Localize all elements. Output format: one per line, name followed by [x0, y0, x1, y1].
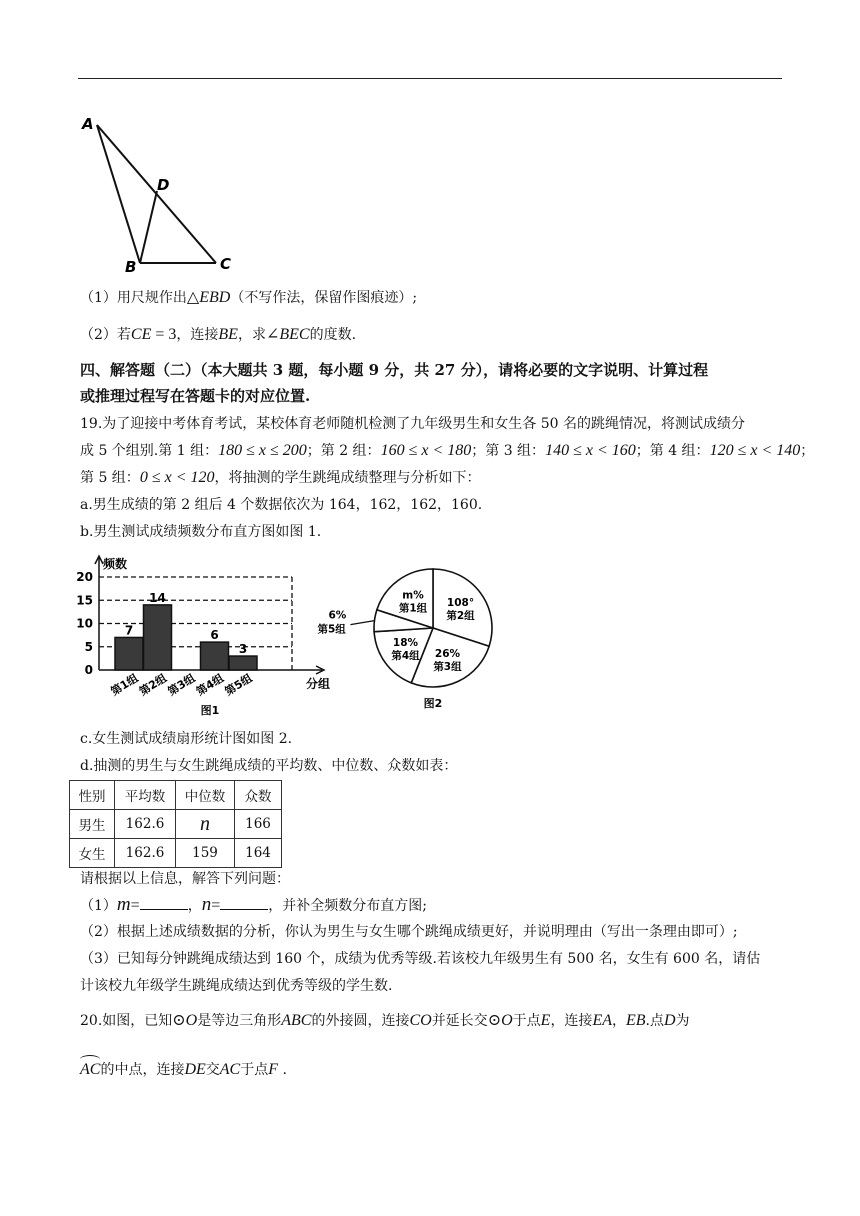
- table-cell: 166: [235, 810, 282, 839]
- bar-value-label: 7: [124, 623, 134, 638]
- histogram-bar: [201, 642, 229, 670]
- q19-line3: 第 5 组：0 ≤ x < 120，将抽测的学生跳绳成绩整理与分析如下：: [80, 469, 481, 486]
- bar-value-label: 3: [238, 642, 248, 657]
- x-category-label: 第3组: [165, 671, 198, 699]
- x-category-label: 第4组: [194, 671, 227, 699]
- table-header-cell: 平均数: [115, 781, 176, 810]
- figure-caption: 图2: [423, 697, 443, 710]
- q19-item-a: a.男生成绩的第 2 组后 4 个数据依次为 164，162，162，160.: [80, 497, 483, 513]
- table-cell: 162.6: [115, 810, 176, 839]
- pie-leader-line: [350, 621, 374, 625]
- pie-slice-label: 第2组: [446, 610, 475, 623]
- x-category-label: 第2组: [137, 671, 170, 699]
- pie-value-label: m%: [402, 589, 424, 602]
- x-category-label: 第5组: [222, 671, 255, 699]
- header-rule: [78, 78, 782, 79]
- pie-slice-label: 第4组: [391, 649, 420, 662]
- x-axis-label: 分组: [306, 677, 331, 691]
- pie-slice-label: 第1组: [398, 602, 428, 615]
- histogram-chart: [64, 550, 347, 720]
- vertex-label-d: D: [157, 176, 170, 194]
- stats-table: [69, 780, 282, 868]
- table-header-cell: 中位数: [176, 781, 235, 810]
- q19-item-c: c.女生测试成绩扇形统计图如图 2.: [80, 731, 293, 747]
- vertex-label-a: A: [82, 115, 94, 133]
- answer-blank-m[interactable]: [140, 895, 188, 910]
- y-tick-label: 5: [84, 639, 93, 654]
- table-cell: 162.6: [115, 839, 176, 868]
- vertex-label-c: C: [220, 255, 232, 273]
- q19-line2: 成 5 个组别.第 1 组：180 ≤ x ≤ 200；第 2 组：160 ≤ x < 180；第 3 组：140 ≤ x < 160；第 4 组：120 ≤ x < 140；: [80, 442, 815, 459]
- q20-line1: 20.如图，已知⊙O是等边三角形ABC的外接圆，连接CO并延长交⊙O于点E，连接EA，EB.点D为: [80, 1012, 690, 1029]
- y-tick-label: 0: [84, 663, 93, 677]
- histogram-bar: [144, 605, 172, 670]
- pie-value-label: 6%: [328, 609, 347, 622]
- bar-value-label: 6: [210, 628, 219, 643]
- answer-blank-n[interactable]: [220, 895, 268, 910]
- section-heading-line2: 或推理过程写在答题卡的对应位置.: [80, 387, 311, 405]
- q19-part3-line2: 计该校九年级学生跳绳成绩达到优秀等级的学生数.: [80, 978, 393, 994]
- q19-item-b: b.男生测试成绩频数分布直方图如图 1.: [80, 524, 322, 540]
- q19-line1: 19.为了迎接中考体育考试，某校体育老师随机检测了九年级男生和女生各 50 名的跳绳情况，将测试成绩分: [80, 416, 745, 432]
- table-header-cell: 众数: [235, 781, 282, 810]
- y-tick-label: 15: [76, 593, 93, 608]
- table-cell: 男生: [70, 810, 115, 839]
- q18-part2: （2）若CE = 3，连接BE，求∠BEC的度数.: [80, 326, 357, 343]
- q19-prompt: 请根据以上信息，解答下列问题：: [80, 871, 290, 887]
- table-cell: 164: [235, 839, 282, 868]
- histogram-bar: [115, 637, 143, 670]
- pie-slice-label: 第5组: [317, 623, 346, 636]
- table-row: [70, 810, 282, 839]
- x-category-label: 第1组: [108, 671, 141, 699]
- q20-line2: AC的中点，连接DE交AC于点F .: [80, 1061, 287, 1078]
- table-cell: 女生: [70, 839, 115, 868]
- table-cell: n: [176, 810, 235, 839]
- vertex-label-b: B: [125, 258, 137, 276]
- q18-part1: （1）用尺规作出△EBD（不写作法，保留作图痕迹）;: [80, 289, 418, 306]
- y-tick-label: 20: [76, 570, 93, 584]
- table-cell: 159: [176, 839, 235, 868]
- q19-part2: （2）根据上述成绩数据的分析，你认为男生与女生哪个跳绳成绩更好，并说明理由（写出一条理由即可）;: [80, 924, 738, 940]
- table-header-row: [70, 781, 282, 810]
- pie-value-label: 18%: [392, 636, 419, 649]
- q19-part3-line1: （3）已知每分钟跳绳成绩达到 160 个，成绩为优秀等级.若该校九年级男生有 500 名，女生有 600 名，请估: [80, 951, 761, 967]
- y-tick-label: 10: [76, 616, 93, 631]
- q19-item-d: d.抽测的男生与女生跳绳成绩的平均数、中位数、众数如表：: [80, 758, 458, 774]
- figure-caption: 图1: [200, 704, 220, 717]
- bar-value-label: 14: [149, 590, 166, 605]
- histogram-bar: [229, 656, 257, 670]
- q19-part1: （1）m= ，n= ，并补全频数分布直方图;: [80, 894, 427, 915]
- pie-slice-label: 第3组: [433, 660, 462, 673]
- table-header-cell: 性别: [70, 781, 115, 810]
- section-heading-line1: 四、解答题（二）（本大题共 3 题，每小题 9 分，共 27 分），请将必要的文字说明、计算过程: [80, 361, 709, 379]
- table-row: [70, 839, 282, 868]
- triangle-figure: [78, 110, 248, 280]
- pie-value-label: 26%: [434, 647, 461, 660]
- y-axis-label: 频数: [103, 557, 128, 571]
- pie-value-label: 108°: [446, 597, 475, 610]
